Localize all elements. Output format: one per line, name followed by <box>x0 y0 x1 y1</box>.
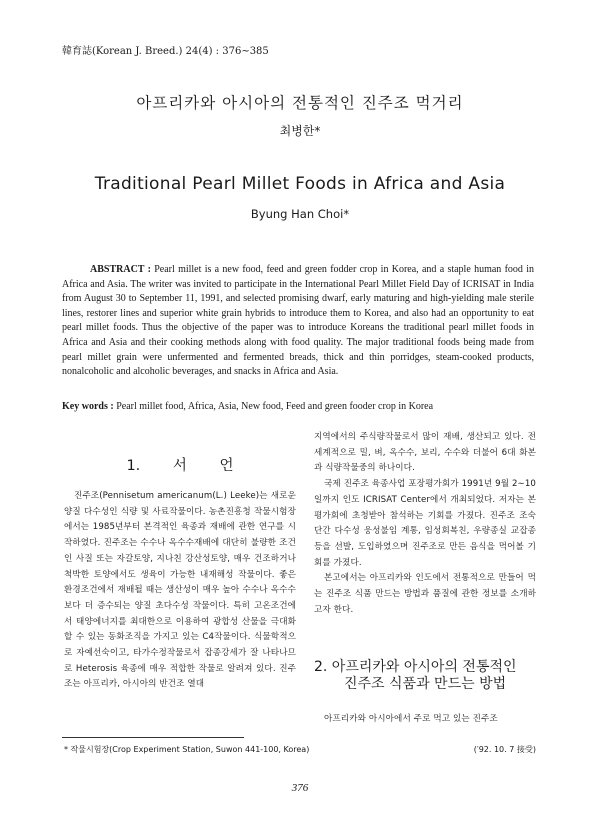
keywords-separator: : <box>107 401 117 412</box>
korean-title: 아프리카와 아시아의 전통적인 진주조 먹거리 <box>136 94 464 112</box>
section-2-heading-line-1: 2. 아프리카와 아시아의 전통적인 <box>314 659 517 675</box>
section-2-heading <box>314 659 554 693</box>
english-author: Byung Han Choi* <box>250 207 350 221</box>
abstract-separator: : <box>144 264 155 275</box>
section-2-paragraph-1: 아프리카와 아시아에서 주로 먹고 있는 진주조 <box>324 714 498 724</box>
section-1-heading: 1. 서 언 <box>126 458 234 474</box>
page-number: 376 <box>291 782 309 794</box>
author-affiliation-footnote: * 작물시험장(Crop Experiment Station, Suwon 441-100, Korea) <box>64 745 310 754</box>
intro-paragraph-1-continued: 지역에서의 주식량작물로서 많이 재배, 생산되고 있다. 전세계적으로 밀, 벼, 옥수수, 보리, 수수와 더불어 6대 화본과 식량작물중의 하나이다. <box>314 432 536 474</box>
journal-citation: 韓育誌(Korean J. Breed.) 24(4) : 376∼385 <box>62 46 269 57</box>
section-2-body <box>314 712 536 728</box>
korean-author: 최병한* <box>279 124 321 138</box>
abstract-text: Pearl millet is a new food, feed and green fodder crop in Korea, and a staple human food in Africa and Asia. The writer was invited to participate in the International Pearl Millet Field Day of ICRISAT in India from August 30 to September 11, 1991, and selected promising dwarf, early maturing and high-yielding male sterile lines, restorer lines and superior white grain hybrids to introduce them to Korea, and also had an opportunity to eat pearl millet foods. Thus the objective of the paper was to introduce Koreans the traditional pearl millet foods in Africa and Asia and their cooking methods along with food quality. The major traditional foods being made from pearl millet grain were unfermented and fermented breads, thick and thin porridges, steam-cooked products, nonalcoholic and alcoholic beverages, and snacks in Africa and Asia. <box>62 264 534 378</box>
right-column <box>314 430 536 618</box>
received-date: (′92. 10. 7 接受) <box>473 745 536 754</box>
abstract <box>62 263 534 380</box>
english-title: Traditional Pearl Millet Foods in Africa and Asia <box>94 174 506 194</box>
abstract-label: ABSTRACT <box>90 264 145 275</box>
keywords-label: Key words <box>62 401 108 412</box>
intro-paragraph-3: 본고에서는 아프리카와 인도에서 전통적으로 만들어 먹는 진주조 식품 만드는 방법과 품질에 관한 정보를 소개하고자 한다. <box>314 573 536 615</box>
keywords-text: Pearl millet food, Africa, Asia, New food, Feed and green fooder crop in Korea <box>116 401 434 412</box>
footnote-divider <box>62 737 244 738</box>
section-2-heading-line-2: 진주조 식품과 만드는 방법 <box>344 676 507 692</box>
intro-paragraph-2: 국제 진주조 육종사업 포장평가회가 1991년 9월 2∼10일까지 인도 ICRISAT Center에서 개최되었다. 저자는 본 평가회에 초청받아 참석하는 기회를 가졌다. 진주조 조숙 단간 다수성 웅성불임 계통, 임성회복친, 우량종실 교잡종 등을 선발, 도입하였으며 진주조로 만든 음식을 먹어볼 기회를 가졌다. <box>314 479 536 568</box>
keywords <box>62 400 534 414</box>
left-column <box>64 489 296 693</box>
intro-paragraph-1: 진주조(Pennisetum americanum(L.) Leeke)는 새로운 양질 다수성인 식량 및 사료작물이다. 농촌진흥청 작물시험장에서는 1985년부터 본격적인 육종과 재배에 관한 연구를 시작하였다. 진주조는 수수나 옥수수재배에 대단히 불량한 조건인 사질 또는 자갈토양, 지나친 강산성토양, 매우 건조하거나 척박한 토양에서도 생육이 가능한 내재해성 작물이다. 좋은 환경조건에서 재배될 때는 생산성이 매우 높아 수수나 옥수수보다 더 증수되는 양질 초다수성 작물이다. 특히 고온조건에서 태양에너지를 최대한으로 이용하여 광합성 산물을 극대화 할 수 있는 동화조직을 가지고 있는 C4작물이다. 식물학적으로 자예선숙이고, 타가수정작물로서 잡종강세가 잘 나타나므로 Heterosis 육종에 매우 적합한 작물로 알려져 있다. 진주조는 아프리카, 아시아의 반건조 열대 <box>64 491 296 690</box>
